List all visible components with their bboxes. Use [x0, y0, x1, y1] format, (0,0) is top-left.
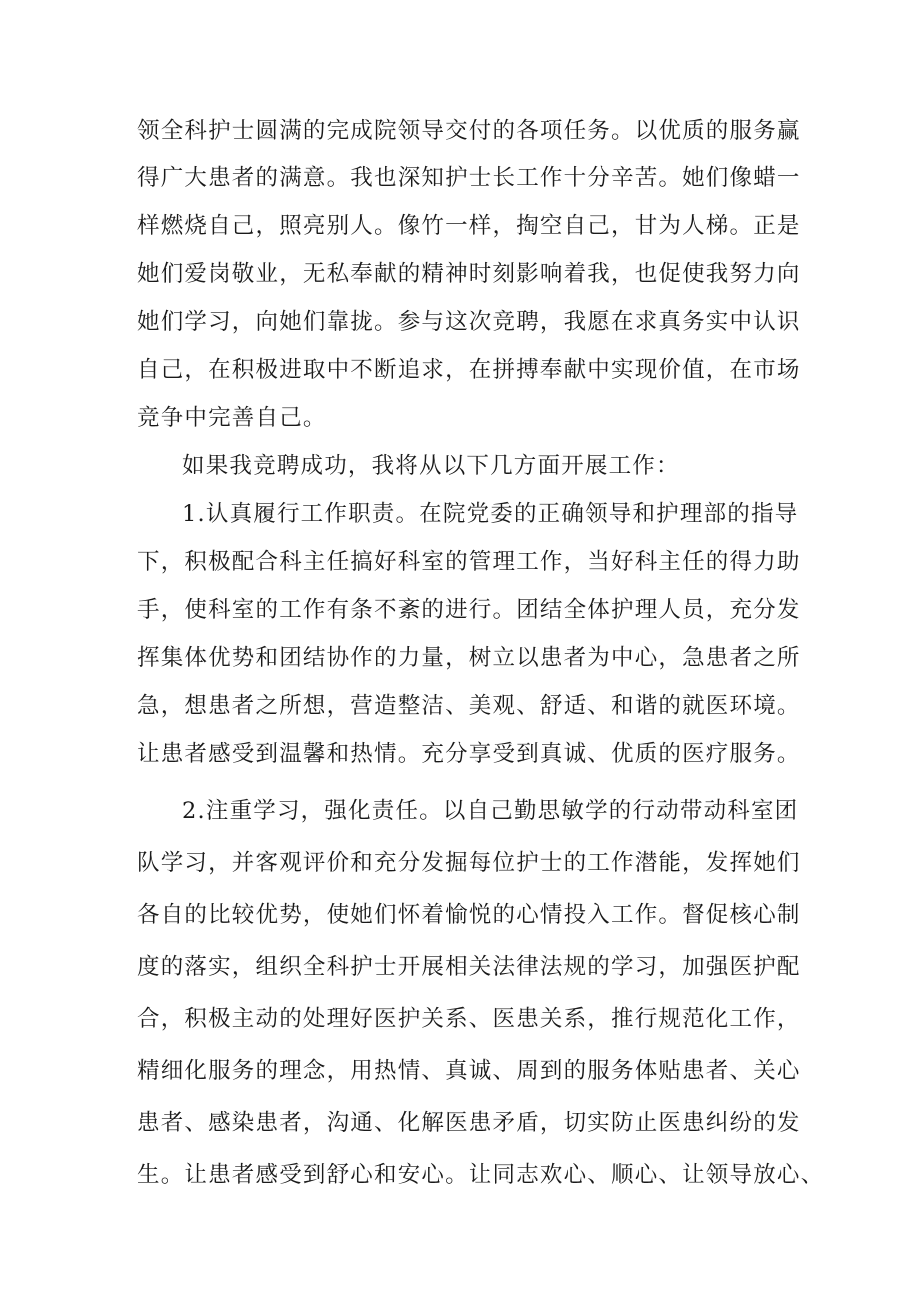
paragraph-4-line-8: 生。让患者感受到舒心和安心。让同志欢心、顺心、让领导放心、 — [137, 1162, 825, 1188]
paragraph-1-line-2: 得广大患者的满意。我也深知护士长工作十分辛苦。她们像蜡一 — [137, 165, 801, 191]
paragraph-3-line-6: 让患者感受到温馨和热情。充分享受到真诚、优质的医疗服务。 — [137, 741, 801, 767]
paragraph-4-line-4: 度的落实，组织全科护士开展相关法律法规的学习，加强医护配 — [137, 954, 801, 980]
paragraph-4-line-7: 患者、感染患者，沟通、化解医患矛盾，切实防止医患纠纷的发 — [137, 1110, 801, 1136]
paragraph-4-line-5: 合，积极主动的处理好医护关系、医患关系，推行规范化工作， — [137, 1006, 801, 1032]
paragraph-1-line-5: 她们学习，向她们靠拢。参与这次竞聘，我愿在求真务实中认识 — [137, 309, 801, 335]
paragraph-4-line-2: 队学习，并客观评价和充分发掘每位护士的工作潜能，发挥她们 — [137, 850, 801, 876]
paragraph-1-line-6: 自己，在积极进取中不断追求，在拼搏奉献中实现价值，在市场 — [137, 357, 801, 383]
paragraph-3-line-2: 下，积极配合科主任搞好科室的管理工作，当好科主任的得力助 — [137, 549, 801, 575]
paragraph-3-line-3: 手，使科室的工作有条不紊的进行。团结全体护理人员，充分发 — [137, 597, 801, 623]
paragraph-1-line-7: 竞争中完善自己。 — [137, 405, 327, 431]
paragraph-2-line-1: 如果我竞聘成功，我将从以下几方面开展工作： — [182, 453, 680, 479]
paragraph-1-line-3: 样燃烧自己，照亮别人。像竹一样，掏空自己，甘为人梯。正是 — [137, 213, 801, 239]
paragraph-1-line-4: 她们爱岗敬业，无私奉献的精神时刻影响着我，也促使我努力向 — [137, 261, 801, 287]
paragraph-3-line-4: 挥集体优势和团结协作的力量，树立以患者为中心，急患者之所 — [137, 645, 801, 671]
paragraph-4-line-6: 精细化服务的理念，用热情、真诚、周到的服务体贴患者、关心 — [137, 1058, 801, 1084]
paragraph-1-line-1: 领全科护士圆满的完成院领导交付的各项任务。以优质的服务赢 — [137, 118, 801, 144]
paragraph-3-line-5: 急，想患者之所想，营造整洁、美观、舒适、和谐的就医环境。 — [137, 693, 801, 719]
paragraph-4-line-3: 各自的比较优势，使她们怀着愉悦的心情投入工作。督促核心制 — [137, 902, 801, 928]
paragraph-3-line-1: 1.认真履行工作职责。在院党委的正确领导和护理部的指导 — [182, 501, 799, 527]
paragraph-4-line-1: 2.注重学习，强化责任。以自己勤思敏学的行动带动科室团 — [182, 798, 799, 824]
